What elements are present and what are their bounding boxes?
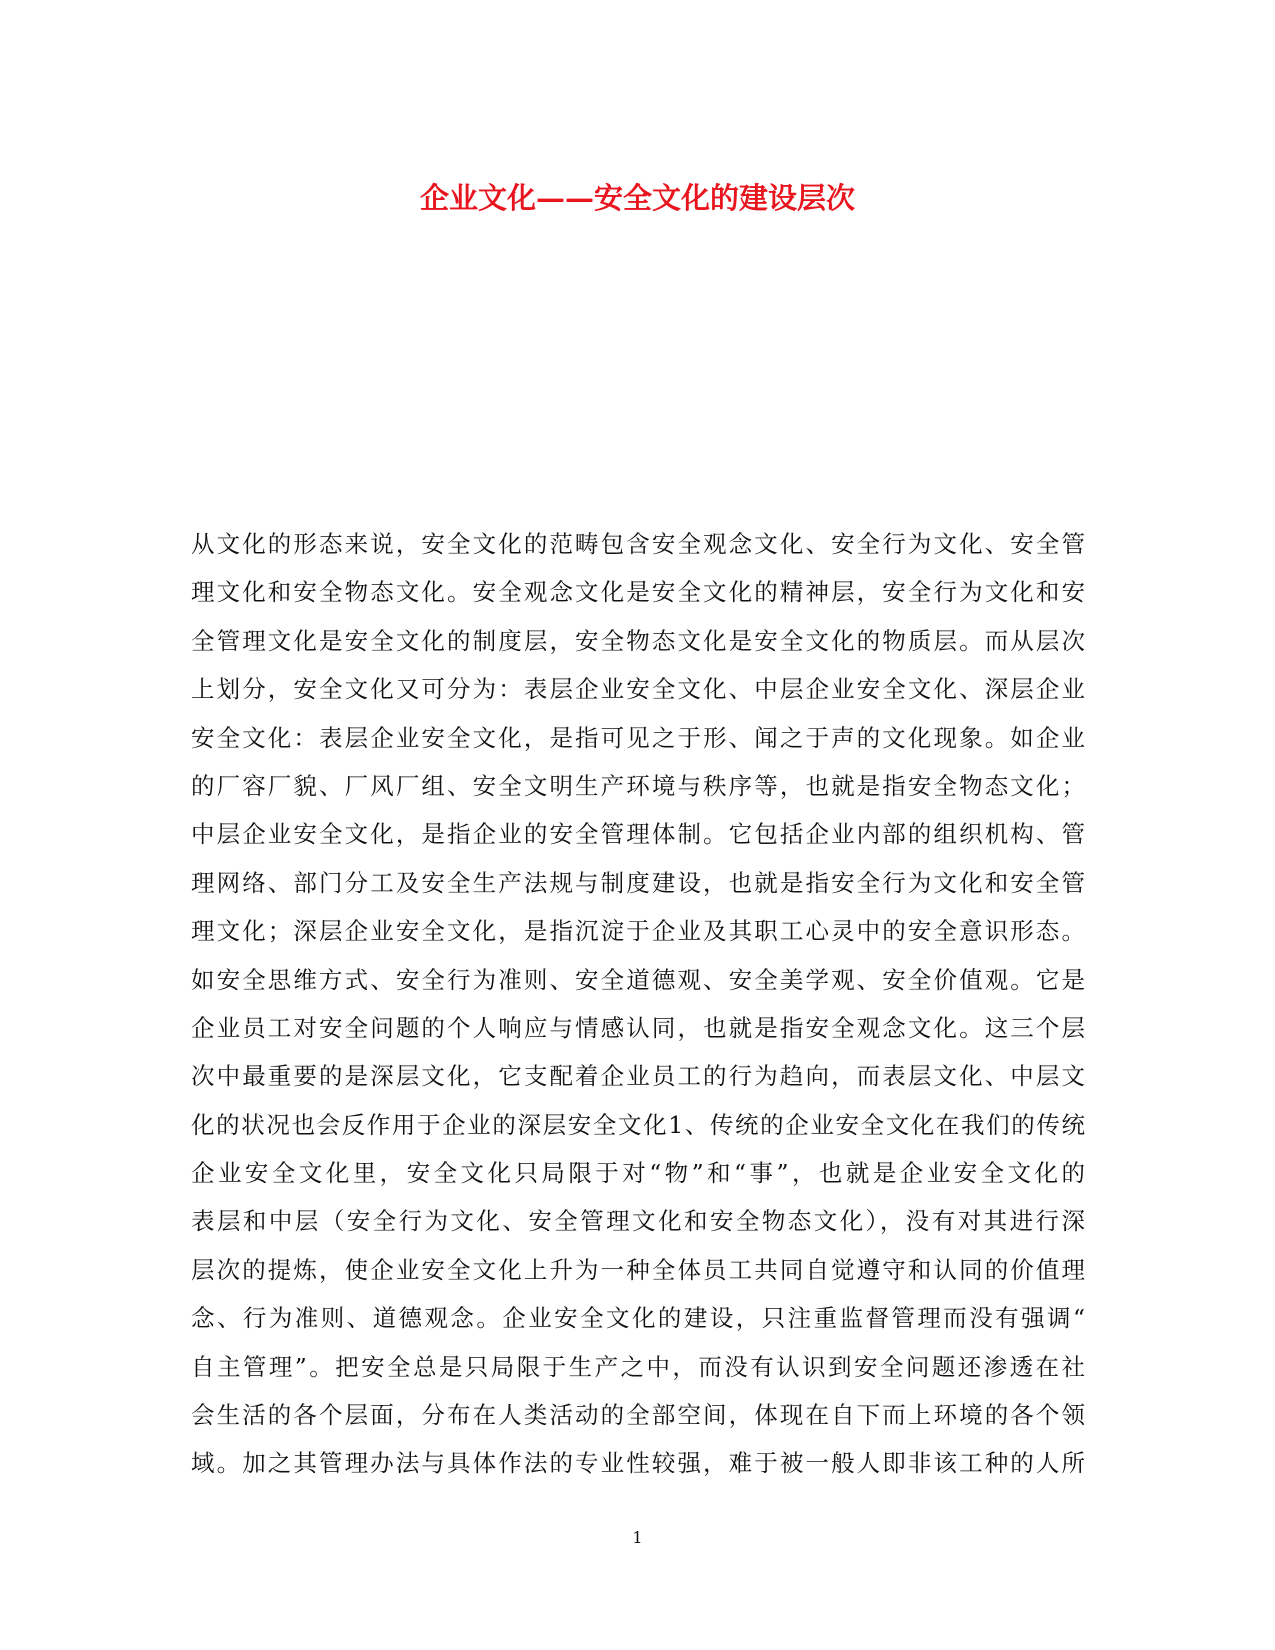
text-line: 企业安全文化里，安全文化只局限于对“物”和“事”，也就是企业安全文化的 <box>191 1159 1085 1188</box>
text-line: 理文化；深层企业安全文化，是指沉淀于企业及其职工心灵中的安全意识形态。 <box>191 917 1085 946</box>
text-line: 的厂容厂貌、厂风厂组、安全文明生产环境与秩序等，也就是指安全物态文化； <box>191 771 1085 800</box>
text-line: 中层企业安全文化，是指企业的安全管理体制。它包括企业内部的组织机构、管 <box>191 820 1085 849</box>
text-line: 域。加之其管理办法与具体作法的专业性较强，难于被一般人即非该工种的人所 <box>191 1449 1085 1478</box>
text-line: 理文化和安全物态文化。安全观念文化是安全文化的精神层，安全行为文化和安 <box>191 578 1085 607</box>
text-line: 层次的提炼，使企业安全文化上升为一种全体员工共同自觉遵守和认同的价值理 <box>191 1255 1085 1284</box>
text-line: 安全文化：表层企业安全文化，是指可见之于形、闻之于声的文化现象。如企业 <box>191 723 1085 752</box>
text-line: 自主管理”。把安全总是只局限于生产之中，而没有认识到安全问题还渗透在社 <box>191 1352 1085 1381</box>
text-line: 从文化的形态来说，安全文化的范畴包含安全观念文化、安全行为文化、安全管 <box>191 530 1085 558</box>
text-line: 次中最重要的是深层文化，它支配着企业员工的行为趋向，而表层文化、中层文 <box>191 1062 1085 1091</box>
text-line: 理网络、部门分工及安全生产法规与制度建设，也就是指安全行为文化和安全管 <box>191 868 1085 897</box>
text-line: 如安全思维方式、安全行为准则、安全道德观、安全美学观、安全价值观。它是 <box>191 965 1085 994</box>
body-paragraph <box>191 520 1085 1488</box>
text-line: 全管理文化是安全文化的制度层，安全物态文化是安全文化的物质层。而从层次 <box>191 626 1085 655</box>
document-title: 企业文化——安全文化的建设层次 <box>419 181 855 215</box>
text-line: 企业员工对安全问题的个人响应与情感认同，也就是指安全观念文化。这三个层 <box>191 1013 1085 1042</box>
text-line: 表层和中层（安全行为文化、安全管理文化和安全物态文化），没有对其进行深 <box>191 1207 1085 1236</box>
text-line: 上划分，安全文化又可分为：表层企业安全文化、中层企业安全文化、深层企业 <box>191 675 1085 704</box>
text-line: 化的状况也会反作用于企业的深层安全文化1、传统的企业安全文化在我们的传统 <box>191 1110 1085 1139</box>
text-line: 念、行为准则、道德观念。企业安全文化的建设，只注重监督管理而没有强调“ <box>191 1304 1085 1333</box>
page-number: 1 <box>632 1528 643 1547</box>
text-line: 会生活的各个层面，分布在人类活动的全部空间，体现在自下而上环境的各个领 <box>191 1401 1085 1430</box>
